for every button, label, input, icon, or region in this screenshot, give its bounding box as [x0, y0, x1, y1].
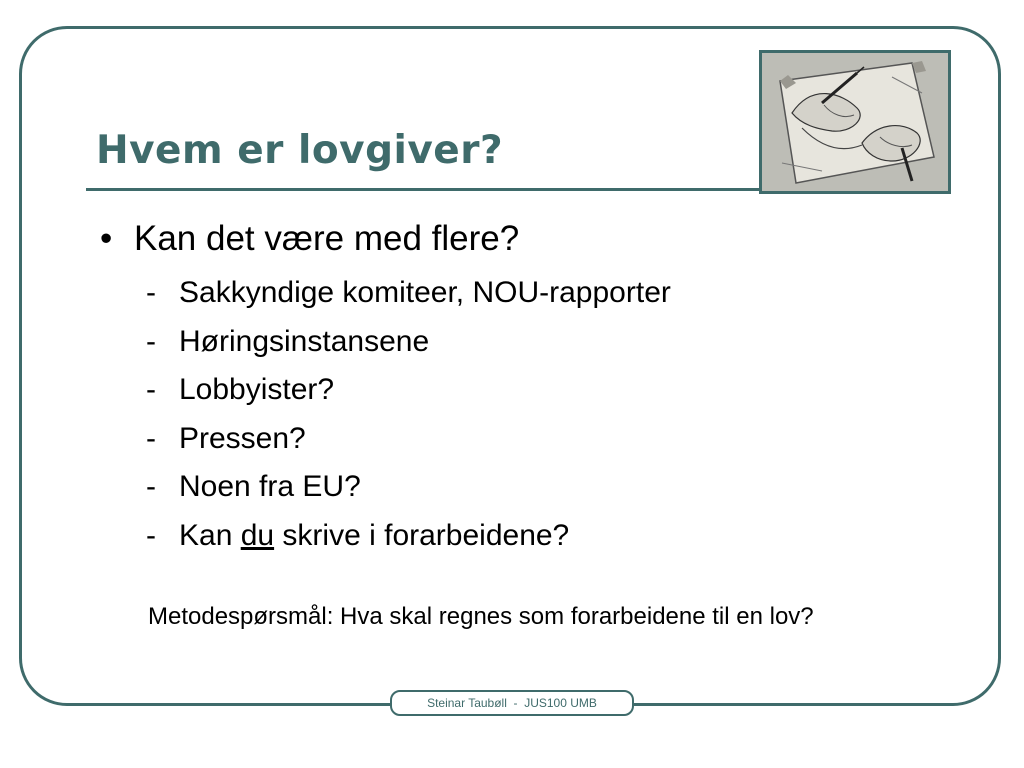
dash-marker: -: [146, 276, 156, 309]
slide-title: Hvem er lovgiver?: [96, 128, 504, 173]
dash-marker: -: [146, 470, 156, 503]
list-item: - Noen fra EU?: [146, 470, 361, 503]
list-item: - Høringsinstansene: [146, 324, 430, 358]
list-item: - Sakkyndige komiteer, NOU-rapporter: [146, 276, 671, 309]
list-item: - Kan du skrive i forarbeidene?: [146, 518, 570, 552]
footer-label: Steinar Taubøll - JUS100 UMB: [390, 690, 634, 716]
dash-marker: -: [146, 421, 156, 455]
emphasized-word: du: [240, 518, 275, 552]
main-bullet: [100, 219, 519, 259]
dash-marker: -: [146, 373, 156, 406]
title-underline: [86, 188, 762, 191]
method-question-note: Metodespørsmål: Hva skal regnes som forarbeidene til en lov?: [148, 603, 814, 630]
list-item: - Lobbyister?: [146, 373, 335, 406]
main-bullet-text: Kan det være med flere?: [134, 219, 520, 258]
drawing-hands-image: [759, 50, 951, 194]
list-item: - Pressen?: [146, 421, 306, 455]
dash-marker: -: [146, 518, 156, 552]
dash-marker: -: [146, 324, 156, 358]
sub-bullet-list: [146, 276, 671, 567]
bullet-marker: •: [100, 219, 113, 258]
